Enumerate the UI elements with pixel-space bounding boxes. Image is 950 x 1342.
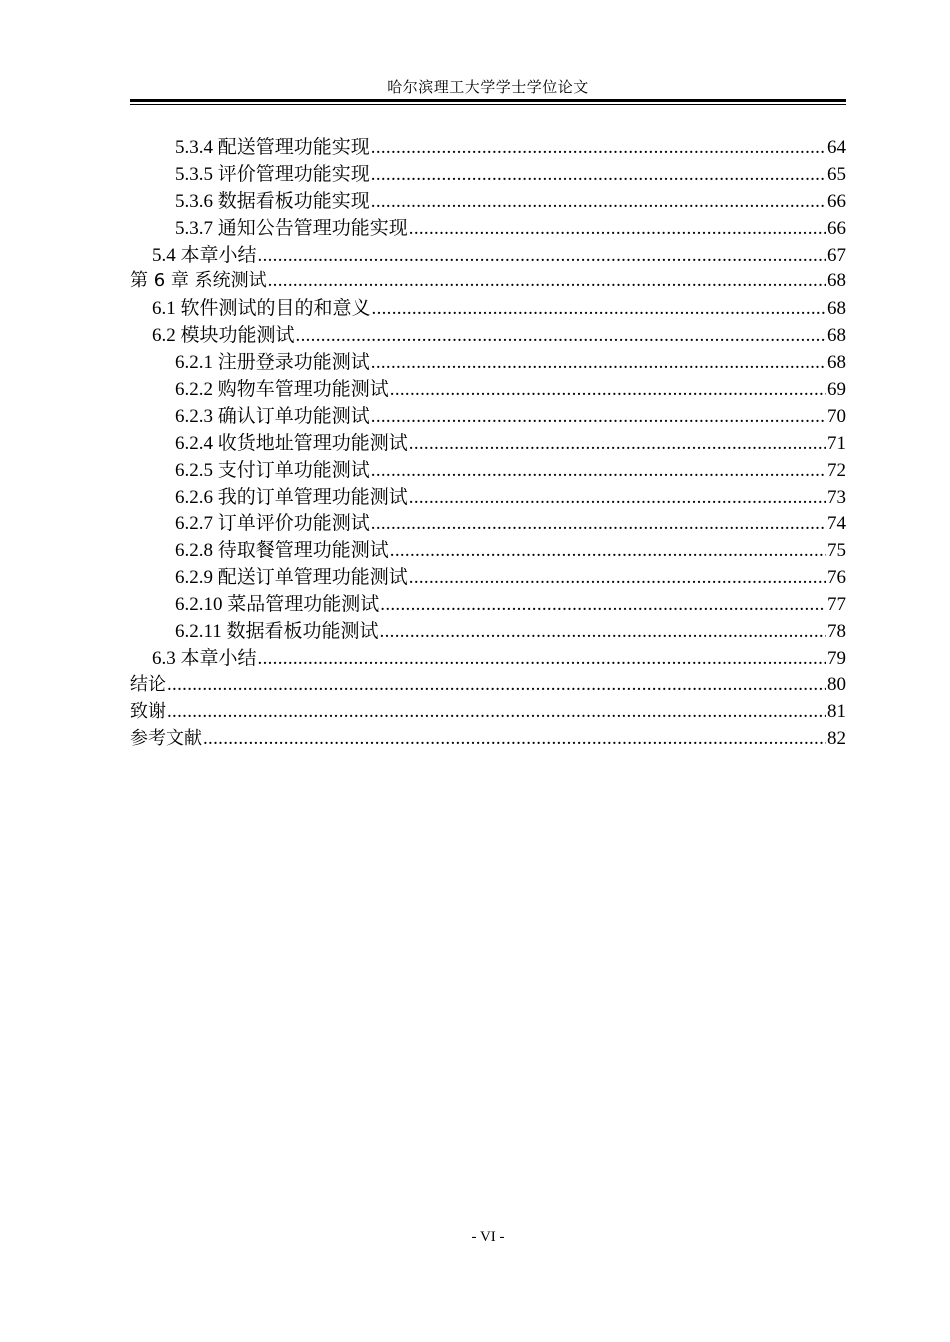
toc-entry-page: 65 [827,163,846,185]
toc-entry-title: 参考文献 [130,727,202,749]
toc-dot-leader [296,325,826,347]
toc-entry-title: 6.2.1 注册登录功能测试 [175,352,370,374]
toc-dot-leader [371,164,826,186]
toc-entry[interactable] [130,132,846,159]
header-rule-thin [130,104,846,105]
toc-entry-page: 80 [827,673,846,695]
toc-entry[interactable] [130,455,846,482]
toc-entry-page: 73 [827,486,846,508]
toc-entry-title: 6.2.7 订单评价功能测试 [175,513,370,535]
toc-entry[interactable] [130,347,846,374]
toc-entry[interactable] [130,670,846,697]
toc-entry[interactable] [130,589,846,616]
toc-entry-page: 66 [827,190,846,212]
toc-entry-page: 66 [827,217,846,239]
toc-entry-title: 6.2.8 待取餐管理功能测试 [175,540,389,562]
toc-entry[interactable] [130,293,846,320]
toc-entry-page: 68 [827,298,846,320]
toc-entry-page: 67 [827,244,846,266]
toc-entry[interactable] [130,320,846,347]
toc-entry-title: 6.2.10 菜品管理功能测试 [175,594,380,616]
toc-entry-page: 64 [827,137,846,158]
toc-entry[interactable] [130,186,846,213]
toc-entry[interactable] [130,266,846,293]
table-of-contents [130,132,846,750]
toc-entry-title: 5.4 本章小结 [152,244,257,266]
toc-entry-page: 82 [827,727,846,749]
toc-entry-title: 5.3.6 数据看板功能实现 [175,190,370,212]
toc-entry-page: 71 [827,432,846,454]
toc-entry[interactable] [130,213,846,240]
toc-dot-leader [409,487,826,509]
toc-dot-leader [409,433,826,455]
toc-entry-page: 68 [827,325,846,347]
toc-dot-leader [371,191,826,213]
toc-entry-title: 6.2.5 支付订单功能测试 [175,459,370,481]
toc-dot-leader [371,513,826,535]
toc-entry[interactable] [130,643,846,670]
toc-entry[interactable] [130,240,846,267]
toc-dot-leader [167,674,826,696]
toc-dot-leader [380,594,826,616]
toc-entry-title: 致谢 [130,700,166,722]
toc-dot-leader [409,567,826,589]
toc-entry-title: 6.2.3 确认订单功能测试 [175,405,370,427]
page-number: - VI - [471,1229,505,1245]
toc-entry-title: 6.2.2 购物车管理功能测试 [175,379,389,401]
toc-entry-page: 75 [827,540,846,562]
toc-dot-leader [258,648,826,670]
toc-entry-page: 76 [827,567,846,589]
toc-entry[interactable] [130,616,846,643]
toc-entry[interactable] [130,724,846,751]
toc-entry-page: 78 [827,621,846,643]
toc-entry[interactable] [130,482,846,509]
toc-entry-page: 70 [827,405,846,427]
toc-entry-title: 6.2.4 收货地址管理功能测试 [175,432,408,454]
toc-dot-leader [371,137,826,159]
toc-entry-title: 6.2.6 我的订单管理功能测试 [175,486,408,508]
page-header-title: 哈尔滨理工大学学士学位论文 [387,80,589,96]
toc-entry[interactable] [130,374,846,401]
toc-entry[interactable] [130,508,846,535]
toc-entry-title: 6.2.11 数据看板功能测试 [175,621,379,643]
toc-entry-title: 6.3 本章小结 [152,647,257,669]
toc-dot-leader [380,621,826,643]
toc-dot-leader [203,728,826,750]
toc-dot-leader [167,701,826,723]
toc-entry[interactable] [130,159,846,186]
toc-dot-leader [371,406,826,428]
toc-entry-page: 77 [827,594,846,616]
toc-entry-title: 6.2.9 配送订单管理功能测试 [175,567,408,589]
toc-entry[interactable] [130,562,846,589]
toc-dot-leader [258,245,826,267]
toc-entry[interactable] [130,697,846,724]
toc-entry-page: 74 [827,513,846,535]
toc-entry-page: 69 [827,379,846,401]
toc-entry[interactable] [130,401,846,428]
toc-entry-page: 79 [827,647,846,669]
toc-entry-page: 68 [827,270,846,292]
toc-entry-title: 5.3.7 通知公告管理功能实现 [175,217,408,239]
toc-entry[interactable] [130,535,846,562]
toc-entry-title: 第 6 章 系统测试 [130,270,267,292]
header-rule-thick [130,99,846,102]
toc-dot-leader [390,540,826,562]
toc-entry-title: 结论 [130,673,166,695]
toc-entry-page: 72 [827,459,846,481]
toc-dot-leader [371,352,826,374]
toc-dot-leader [268,270,826,292]
toc-entry[interactable] [130,428,846,455]
toc-entry-title: 5.3.4 配送管理功能实现 [175,137,370,158]
toc-entry-title: 6.2 模块功能测试 [152,325,295,347]
toc-entry-title: 5.3.5 评价管理功能实现 [175,163,370,185]
toc-entry-title: 6.1 软件测试的目的和意义 [152,298,371,320]
toc-entry-page: 68 [827,352,846,374]
toc-dot-leader [390,379,826,401]
toc-dot-leader [371,460,826,482]
toc-dot-leader [372,298,826,320]
toc-entry-page: 81 [827,700,846,722]
toc-dot-leader [409,218,826,240]
